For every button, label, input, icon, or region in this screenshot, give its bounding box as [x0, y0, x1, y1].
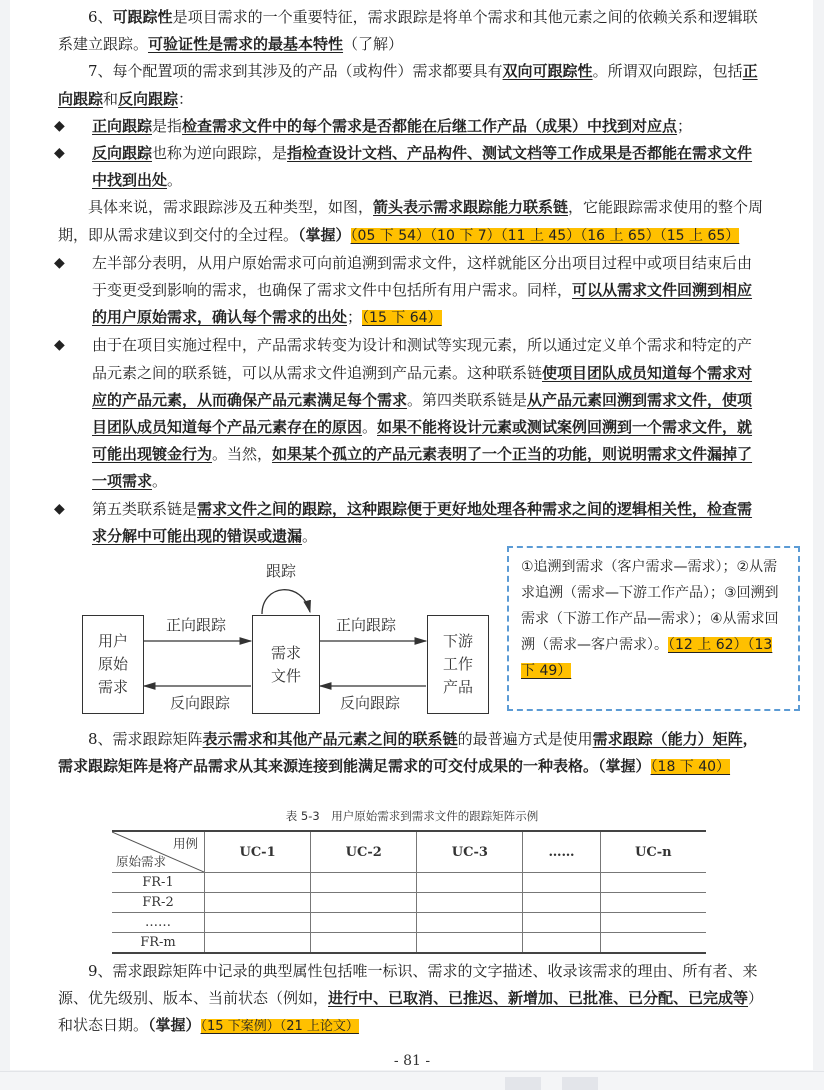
diamond-bullet-icon: ◆: [54, 500, 65, 517]
text: 也称为逆向跟踪，是: [152, 144, 288, 163]
text: 。: [167, 171, 183, 190]
box-text: 文件: [270, 666, 301, 685]
table-row: [112, 893, 706, 913]
traceability-diagram: [70, 558, 500, 718]
key-point: 箭头表示需求跟踪能力联系链: [373, 198, 569, 217]
column-header: UC-2: [311, 831, 417, 873]
term: 反向跟踪: [92, 144, 153, 163]
row-header: FR-m: [112, 933, 205, 954]
key-point: 可以从需求文件回溯到相应的用户原始需求，确认每个需求的出处: [92, 281, 753, 327]
key-point: 反向跟踪: [118, 89, 179, 108]
text: 第五类联系链是: [92, 499, 198, 518]
paragraph-8: [58, 726, 764, 781]
cell: [600, 913, 706, 933]
master-tag: （掌握）: [148, 1016, 201, 1035]
paragraph-7: [58, 58, 764, 112]
document-body-2: [58, 726, 764, 781]
key-point: 需求跟踪（能力）矩阵: [592, 730, 743, 748]
row-header: FR-1: [112, 873, 205, 893]
table-row: [112, 933, 706, 954]
text: 。: [152, 472, 168, 491]
cell: [600, 873, 706, 893]
key-point: 使项目团队成员知道每个需求对应的产品元素，从而确保产品元素满足每个需求: [92, 363, 753, 409]
cell: [523, 873, 600, 893]
text: 由于在项目实施过程中，产品需求转变为设计和测试等实现元素，所以通过定义单个需求和特定的产品元素之间的联系链，可以从需求文件追溯到产品元素。这种联系链: [92, 336, 753, 382]
key-point: 进行中、已取消、已推迟、新增加、已批准、已分配、已完成等: [328, 989, 749, 1008]
table-caption: 表 5-3 用户原始需求到需求文件的跟踪矩阵示例: [285, 809, 539, 823]
box-text: 工作: [442, 655, 473, 673]
column-header: UC-1: [205, 831, 311, 873]
key-point: 检查需求文件中的每个需求是否都能在后继工作产品（成果）中找到对应点: [182, 116, 678, 135]
text: 。: [362, 418, 378, 437]
term: 正向跟踪: [92, 116, 153, 135]
note-text: ①追溯到需求（客户需求—需求）；②从需求追溯（需求—下游工作产品）；③回溯到需求（下游工作产品—需求）；④从需求回溯（需求—客户需求）。: [521, 559, 779, 653]
row-header: ……: [112, 913, 205, 933]
text: 。第四类联系链是: [407, 390, 528, 409]
diamond-bullet-icon: ◆: [54, 337, 65, 354]
cell: [205, 893, 311, 913]
exam-refs-highlight: （12 上 62）（13 下 49）: [521, 637, 773, 679]
bullet-forward-trace: [54, 113, 764, 140]
column-header: ……: [523, 831, 600, 873]
diamond-bullet-icon: ◆: [54, 145, 65, 162]
cell: [523, 893, 600, 913]
exam-refs-highlight: （15 下案例）（21 上论文）: [200, 1019, 359, 1035]
cell: [417, 933, 523, 954]
diamond-bullet-icon: ◆: [54, 117, 65, 134]
paragraph-6: [58, 4, 764, 58]
text: ）和状态日期。: [58, 989, 764, 1035]
trace-types-note: [507, 546, 800, 711]
key-point: 从产品元素回溯到需求文件，使项目团队成员知道每个产品元素存在的原因: [92, 390, 753, 437]
viewer-bottom-bar: [0, 1071, 824, 1090]
text: 是指: [152, 116, 183, 135]
bullet-left-half: [54, 250, 764, 333]
arrow-self-loop: [262, 590, 310, 614]
corner-label-use-case: 用例: [172, 836, 198, 851]
text: ；: [677, 116, 693, 135]
box-text: 用户: [97, 632, 128, 650]
bullet-fifth-link: [54, 496, 764, 550]
text: 是项目需求的一个重要特征，需求跟踪是将单个需求和其他元素之间的依赖关系和逻辑联系建立跟踪。: [58, 8, 758, 54]
box-user-requirements: [82, 615, 144, 714]
box-downstream-products: [427, 615, 489, 714]
text: 和: [103, 89, 119, 108]
label-forward-left: 正向跟踪: [166, 616, 227, 634]
cell: [311, 913, 417, 933]
text: 左半部分表明，从用户原始需求可向前追溯到需求文件，这样就能区分出项目过程中或项目结束后由于变更受到影响的需求，也确保了需求文件中包括所有用户需求。同样，: [92, 253, 753, 300]
key-point: 指检查设计文档、产品构件、测试文档等工作成果是否都能在需求文件中找到出处: [92, 144, 753, 190]
document-body-3: [58, 958, 764, 1041]
text: 具体来说，需求跟踪涉及五种类型，如图，: [88, 198, 374, 217]
cell: [523, 933, 600, 954]
cell: [417, 873, 523, 893]
cell: [205, 873, 311, 893]
document-body: [54, 4, 764, 550]
cell: [311, 873, 417, 893]
box-requirements-doc: [252, 615, 320, 714]
text: ：: [178, 89, 194, 108]
label-backward-right: 反向跟踪: [340, 694, 401, 712]
label-forward-right: 正向跟踪: [336, 616, 397, 634]
key-point: 正向跟踪: [58, 62, 758, 108]
text: 。: [302, 526, 318, 545]
cell: [600, 893, 706, 913]
text: 的最普遍方式是使用: [457, 730, 593, 748]
term-traceability: 可跟踪性: [112, 8, 173, 26]
cell: [600, 933, 706, 954]
cell: [523, 913, 600, 933]
note: （了解）: [343, 35, 404, 54]
box-text: 原始: [97, 655, 128, 673]
master-tag: （掌握）: [298, 225, 351, 244]
text: ，它能跟踪需求使用的整个周期，即从需求建议到交付的全过程。: [58, 198, 764, 244]
key-point: 需求文件之间的跟踪，这种跟踪便于更好地处理各种需求之间的逻辑相关性，检查需求分解中可能出现的错误或遗漏: [92, 499, 753, 545]
text: ，需求跟踪矩阵是将产品需求从其来源连接到能满足需求的可交付成果的一种表格。: [58, 730, 758, 776]
text: 。所谓双向跟踪，包括: [592, 62, 743, 81]
box-text: 下游: [442, 632, 473, 650]
bullet-product-elements: [54, 332, 764, 495]
key-point: 双向可跟踪性: [502, 62, 593, 81]
page-number: - 81 -: [393, 1053, 431, 1069]
paragraph-types: [58, 194, 764, 249]
exam-refs-highlight: （05 下 54）（10 下 7）（11 上 45）（16 上 65）（15 上 65）: [350, 227, 740, 244]
exam-refs-highlight: （18 下 40）: [650, 759, 731, 776]
viewer-tab[interactable]: [505, 1077, 541, 1090]
column-header: UC-3: [417, 831, 523, 873]
master-tag: （掌握）: [598, 757, 651, 776]
viewer-tab[interactable]: [562, 1077, 598, 1090]
para-number: 6、: [88, 8, 113, 26]
key-point: 如果不能将设计元素或测试案例回溯到一个需求文件，就可能出现镀金行为: [92, 418, 753, 464]
key-point: 表示需求和其他产品元素之间的联系链: [202, 730, 458, 748]
text: 9、需求跟踪矩阵中记录的典型属性包括唯一标识、需求的文字描述、收录该需求的理由、所有者、来源、优先级别、版本、当前状态（例如，: [58, 962, 758, 1008]
cell: [417, 893, 523, 913]
text: 。当然，: [212, 445, 273, 464]
cell: [417, 913, 523, 933]
trace-matrix-table: [112, 830, 706, 954]
key-point: 如果某个孤立的产品元素表明了一个正当的功能，则说明需求文件漏掉了一项需求: [92, 445, 753, 491]
text: 7、每个配置项的需求到其涉及的产品（或构件）需求都要具有: [88, 62, 503, 81]
cell: [205, 913, 311, 933]
corner-label-original-req: 原始需求: [116, 854, 167, 869]
exam-refs-highlight: （15 下 64）: [362, 310, 442, 327]
table-header-row: [112, 831, 706, 873]
cell: [311, 893, 417, 913]
table-row: [112, 873, 706, 893]
box-text: 产品: [442, 678, 473, 696]
row-header: FR-2: [112, 893, 205, 913]
text: 8、需求跟踪矩阵: [88, 730, 203, 748]
table-row: [112, 913, 706, 933]
cell: [205, 933, 311, 954]
key-point: 可验证性是需求的最基本特性: [148, 35, 344, 54]
paragraph-9: [58, 958, 764, 1041]
cell: [311, 933, 417, 954]
table-corner-cell: [112, 831, 205, 873]
label-backward-left: 反向跟踪: [170, 694, 231, 712]
diamond-bullet-icon: ◆: [54, 254, 65, 271]
label-self-trace: 跟踪: [266, 562, 297, 580]
text: ；: [347, 308, 363, 327]
box-text: 需求: [270, 643, 301, 662]
column-header: UC-n: [600, 831, 706, 873]
bullet-backward-trace: [54, 140, 764, 194]
box-text: 需求: [97, 678, 128, 696]
